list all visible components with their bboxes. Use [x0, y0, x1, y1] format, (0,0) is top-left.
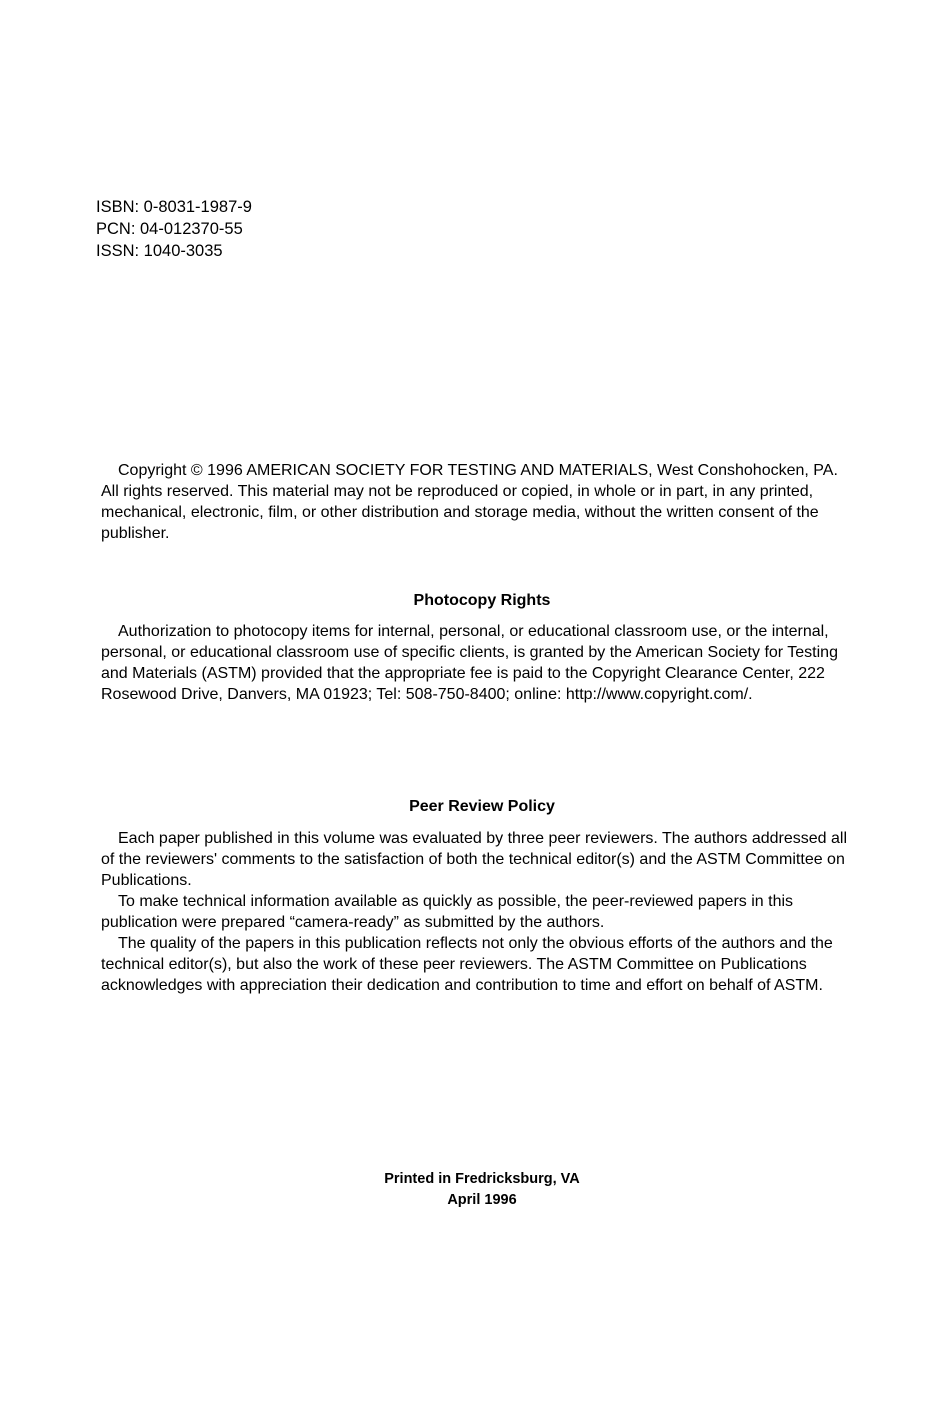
pcn-line: PCN: 04-012370-55 — [96, 220, 243, 238]
peer-review-paragraph: Each paper published in this volume was evaluated by three peer reviewers. The authors addressed all of the reviewers' comments to the satisfaction of both the technical editor(s) and the ASTM Committee on Publications. — [101, 830, 848, 889]
photocopy-rights-paragraph: Authorization to photocopy items for internal, personal, or educational classroom use, or the internal, personal, or educational classroom use of specific clients, is granted by the American Society for Testing and Materials (ASTM) provided that the appropriate fee is paid to the Copyright Clearance Center, 222 Rosewood Drive, Danvers, MA 01923; Tel: 508-750-8400; online: http://www.copyright.com/. — [101, 623, 838, 703]
copyright-paragraph: Copyright © 1996 AMERICAN SOCIETY FOR TESTING AND MATERIALS, West Conshohocken, PA. All rights reserved. This material may not be reproduced or copied, in whole or in part, in any printed, mechanical, electronic, film, or other distribution and storage media, without the written consent of the publisher. — [101, 462, 838, 542]
peer-review-paragraph: The quality of the papers in this publication reflects not only the obvious efforts of the authors and the technical editor(s), but also the work of these peer reviewers. The ASTM Committee on Publications acknowledges with appreciation their dedication and contribution to time and effort on behalf of ASTM. — [101, 935, 833, 994]
issn-line: ISSN: 1040-3035 — [96, 242, 223, 260]
peer-review-paragraph: To make technical information available as quickly as possible, the peer-reviewed papers in this publication were prepared “camera-ready” as submitted by the authors. — [101, 893, 794, 931]
print-date: April 1996 — [447, 1192, 517, 1208]
isbn-line: ISBN: 0-8031-1987-9 — [96, 198, 252, 216]
printed-location: Printed in Fredricksburg, VA — [384, 1171, 580, 1187]
photocopy-rights-section — [101, 621, 853, 705]
colophon — [101, 1169, 863, 1211]
peer-review-section — [101, 828, 853, 996]
peer-review-heading: Peer Review Policy — [409, 798, 555, 815]
identifiers-block — [96, 196, 252, 262]
copyright-notice — [101, 460, 853, 544]
photocopy-rights-heading: Photocopy Rights — [413, 592, 551, 609]
